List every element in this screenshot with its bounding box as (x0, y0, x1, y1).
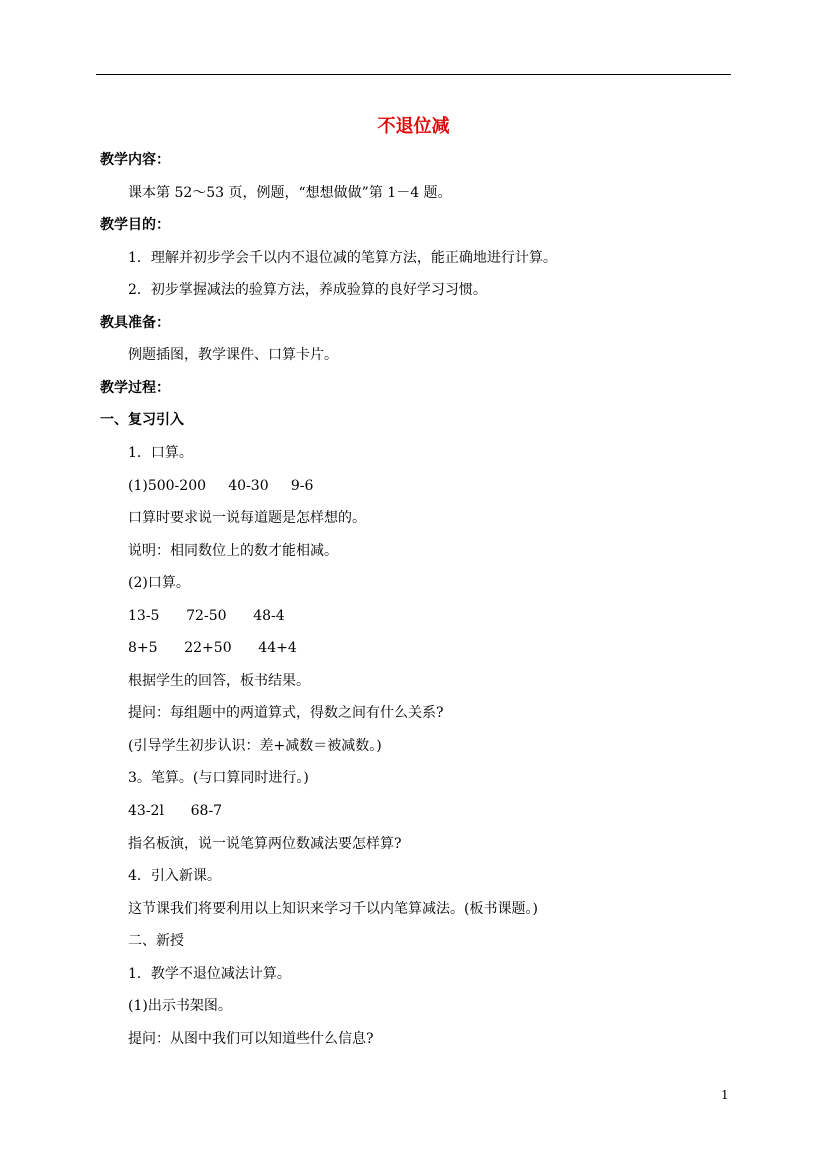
body-line: 二、新授 (128, 933, 184, 949)
section-heading: 教学内容： (100, 152, 170, 168)
body-line: 2．初步掌握减法的验算方法，养成验算的良好学习习惯。 (128, 282, 487, 298)
body-line: 指名板演，说一说笔算两位数减法要怎样算? (128, 836, 402, 852)
body-line: 43-2l 68-7 (128, 803, 223, 819)
body-line: 8+5 22+50 44+4 (128, 640, 297, 656)
body-line: (2)口算。 (128, 575, 190, 591)
body-line: 口算时要求说一说每道题是怎样想的。 (128, 510, 366, 526)
body-line: 1．教学不退位减法计算。 (128, 966, 291, 982)
section-heading: 教具准备： (100, 315, 170, 331)
page-number: 1 (721, 1088, 729, 1102)
body-line: 提问：从图中我们可以知道些什么信息? (128, 1031, 374, 1047)
body-line: 这节课我们将要利用以上知识来学习千以内笔算减法。(板书课题。) (128, 901, 538, 917)
body-line: 提问：每组题中的两道算式，得数之间有什么关系? (128, 705, 444, 721)
body-line: (引导学生初步认识：差+减数＝被减数。) (128, 738, 382, 754)
body-line: 说明：相同数位上的数才能相减。 (128, 543, 338, 559)
body-line: 4．引入新课。 (128, 868, 221, 884)
body-line: 例题插图，教学课件、口算卡片。 (128, 347, 338, 363)
body-line: 13-5 72-50 48-4 (128, 608, 285, 624)
body-line: 1．理解并初步学会千以内不退位减的笔算方法，能正确地进行计算。 (128, 250, 557, 266)
body-line: 根据学生的回答，板书结果。 (128, 673, 310, 689)
section-heading: 教学目的： (100, 217, 170, 233)
header-rule (96, 74, 731, 75)
document-title: 不退位减 (377, 116, 450, 137)
section-heading: 教学过程： (100, 380, 170, 396)
body-line: (1)出示书架图。 (128, 998, 232, 1014)
body-line: 课本第 52～53 页，例题，“想想做做”第 1－4 题。 (128, 185, 452, 201)
body-line: 1．口算。 (128, 445, 193, 461)
section-heading: 一、复习引入 (100, 412, 184, 428)
body-line: 3。笔算。(与口算同时进行。) (128, 770, 309, 786)
body-line: (1)500-200 40-30 9-6 (128, 478, 314, 494)
